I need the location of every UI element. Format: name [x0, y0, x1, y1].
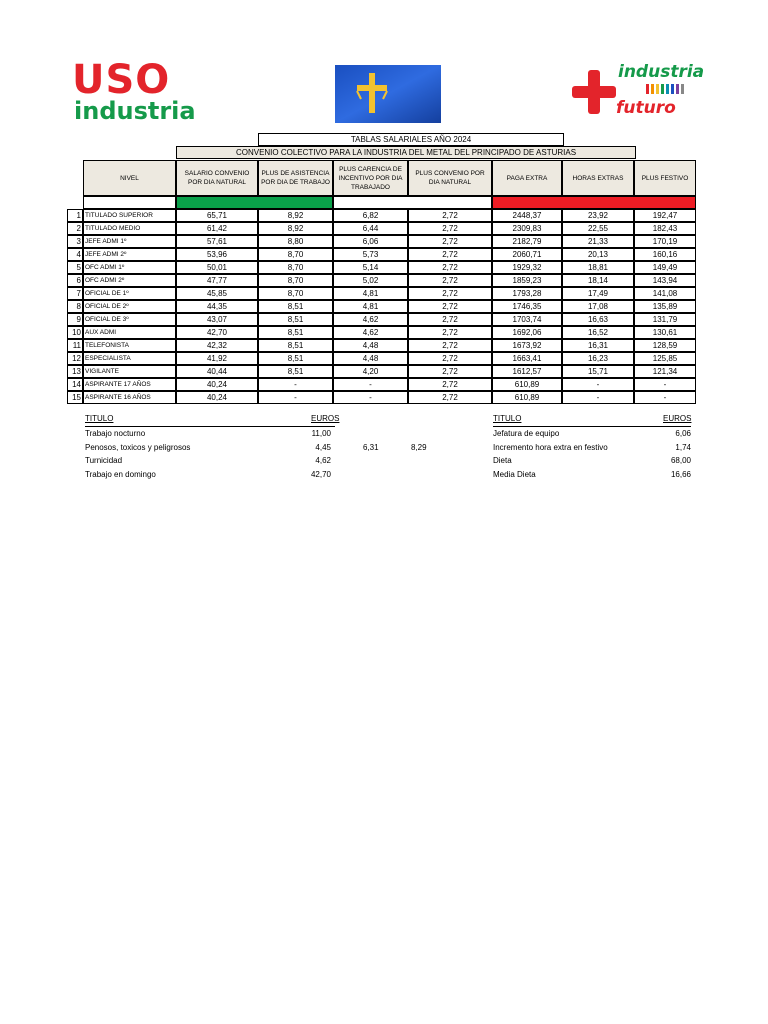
extras-item-value: 68,00 — [670, 456, 691, 465]
extras-item-value: 4,45 — [315, 442, 331, 452]
table-cell: 2,72 — [408, 326, 492, 339]
table-cell: 1746,35 — [492, 300, 562, 313]
column-header: NIVEL — [83, 160, 176, 196]
table-cell: 2,72 — [408, 352, 492, 365]
table-cell: 53,96 — [176, 248, 258, 261]
table-cell: 15,71 — [562, 365, 634, 378]
table-cell: 11 — [67, 339, 83, 352]
table-cell: 1612,57 — [492, 365, 562, 378]
table-cell: 40,24 — [176, 391, 258, 404]
table-cell: 5,02 — [333, 274, 408, 287]
industria-futuro-line1: industria — [618, 62, 705, 82]
extras-item-extra-value: 8,29 — [411, 442, 427, 452]
extras-item-label: Jefatura de equipo — [493, 429, 560, 438]
table-row — [0, 378, 768, 391]
table-cell: 2,72 — [408, 365, 492, 378]
table-cell: 40,24 — [176, 378, 258, 391]
extras-left — [85, 414, 427, 484]
table-cell: 8 — [67, 300, 83, 313]
table-cell: 61,42 — [176, 222, 258, 235]
table-cell: 8,70 — [258, 248, 333, 261]
extras-right — [493, 414, 693, 484]
table-cell: OFICIAL DE 2º — [83, 300, 176, 313]
table-cell: 8,51 — [258, 326, 333, 339]
salary-table — [0, 0, 768, 420]
column-header: PLUS CARENCIA DE INCENTIVO POR DIA TRABAJADO — [333, 160, 408, 196]
extras-right-item — [493, 468, 693, 481]
table-cell: 7 — [67, 287, 83, 300]
table-cell: 18,81 — [562, 261, 634, 274]
table-cell: 22,55 — [562, 222, 634, 235]
extras-right-item — [493, 454, 693, 467]
table-cell: OFICIAL DE 3º — [83, 313, 176, 326]
extras-item-value: 1,74 — [675, 442, 691, 452]
table-cell: 2,72 — [408, 300, 492, 313]
table-cell: 50,01 — [176, 261, 258, 274]
table-cell: 20,13 — [562, 248, 634, 261]
table-cell: 8,70 — [258, 261, 333, 274]
table-cell: 170,19 — [634, 235, 696, 248]
color-band — [176, 196, 333, 209]
table-cell: 6 — [67, 274, 83, 287]
table-cell: 16,52 — [562, 326, 634, 339]
table-cell: ESPECIALISTA — [83, 352, 176, 365]
table-cell: 5,14 — [333, 261, 408, 274]
table-cell: - — [634, 391, 696, 404]
extras-item-value: 16,66 — [670, 469, 691, 479]
extras-item-value: 6,06 — [675, 429, 691, 438]
table-cell: 43,07 — [176, 313, 258, 326]
table-cell: 16,31 — [562, 339, 634, 352]
table-cell: 125,85 — [634, 352, 696, 365]
table-cell: 182,43 — [634, 222, 696, 235]
table-cell: ASPIRANTE 16 AÑOS — [83, 391, 176, 404]
table-cell: 2,72 — [408, 339, 492, 352]
table-cell: 2,72 — [408, 378, 492, 391]
table-cell: 143,94 — [634, 274, 696, 287]
extras-item-label: Incremento hora extra en festivo — [493, 442, 608, 452]
industria-futuro-line2: futuro — [616, 98, 676, 118]
color-band — [492, 196, 696, 209]
extras-item-value: 11,00 — [311, 429, 331, 438]
table-cell: 2,72 — [408, 313, 492, 326]
table-cell: 4,81 — [333, 300, 408, 313]
table-cell: 2,72 — [408, 235, 492, 248]
table-cell: - — [258, 378, 333, 391]
table-cell: 8,70 — [258, 274, 333, 287]
table-cell: 13 — [67, 365, 83, 378]
table-cell: ASPIRANTE 17 AÑOS — [83, 378, 176, 391]
extras-item-label: Penosos, toxicos y peligrosos — [85, 442, 191, 452]
table-cell: 1692,06 — [492, 326, 562, 339]
extras-item-label: Trabajo nocturno — [85, 429, 146, 438]
extras-item-extra-value: 6,31 — [363, 442, 379, 452]
table-cell: 15 — [67, 391, 83, 404]
table-cell: 42,70 — [176, 326, 258, 339]
table-row — [0, 313, 768, 326]
extras-right-title-header: TITULO — [493, 414, 522, 423]
column-header: PAGA EXTRA — [492, 160, 562, 196]
table-cell: 8,92 — [258, 222, 333, 235]
table-cell: - — [562, 378, 634, 391]
blank-band — [333, 196, 492, 209]
table-cell: 18,14 — [562, 274, 634, 287]
table-cell: - — [258, 391, 333, 404]
table-cell: 2448,37 — [492, 209, 562, 222]
table-row — [0, 339, 768, 352]
table-cell: 160,16 — [634, 248, 696, 261]
table-row — [0, 209, 768, 222]
extras-left-item — [85, 468, 435, 481]
table-cell: TELEFONISTA — [83, 339, 176, 352]
table-cell: JEFE ADMI 1º — [83, 235, 176, 248]
table-cell: 17,08 — [562, 300, 634, 313]
table-cell: 2182,79 — [492, 235, 562, 248]
table-row — [0, 391, 768, 404]
table-row — [0, 300, 768, 313]
table-row — [0, 235, 768, 248]
table-cell: 1859,23 — [492, 274, 562, 287]
table-cell: VIGILANTE — [83, 365, 176, 378]
table-cell: 4,48 — [333, 339, 408, 352]
table-row — [0, 248, 768, 261]
table-cell: 2,72 — [408, 287, 492, 300]
table-color-row — [0, 196, 768, 209]
extras-right-list — [493, 426, 693, 486]
table-cell: TITULADO MEDIO — [83, 222, 176, 235]
table-cell: 40,44 — [176, 365, 258, 378]
table-cell: 8,51 — [258, 352, 333, 365]
table-cell: - — [562, 391, 634, 404]
table-cell: 192,47 — [634, 209, 696, 222]
table-cell: 4,62 — [333, 326, 408, 339]
table-cell: 4,62 — [333, 313, 408, 326]
table-cell: 14 — [67, 378, 83, 391]
table-cell: AUX ADMI — [83, 326, 176, 339]
table-cell: 8,51 — [258, 365, 333, 378]
table-cell: 610,89 — [492, 378, 562, 391]
extras-left-item — [85, 427, 435, 440]
table-cell: - — [634, 378, 696, 391]
table-cell: 5 — [67, 261, 83, 274]
table-cell: 6,44 — [333, 222, 408, 235]
table-cell: - — [333, 391, 408, 404]
table-cell: 12 — [67, 352, 83, 365]
table-cell: 44,35 — [176, 300, 258, 313]
table-cell: 5,73 — [333, 248, 408, 261]
table-cell: 4,20 — [333, 365, 408, 378]
table-row — [0, 365, 768, 378]
extras-left-title-header: TITULO — [85, 414, 114, 423]
table-cell: 8,51 — [258, 313, 333, 326]
table-cell: 1703,74 — [492, 313, 562, 326]
table-cell: 130,61 — [634, 326, 696, 339]
table-row — [0, 352, 768, 365]
table-cell: 610,89 — [492, 391, 562, 404]
table-cell: 16,63 — [562, 313, 634, 326]
table-cell: 135,89 — [634, 300, 696, 313]
table-cell: 47,77 — [176, 274, 258, 287]
column-header: PLUS CONVENIO POR DIA NATURAL — [408, 160, 492, 196]
table-cell: 1929,32 — [492, 261, 562, 274]
table-cell: 2,72 — [408, 248, 492, 261]
extras-right-item — [493, 441, 693, 454]
table-cell: 128,59 — [634, 339, 696, 352]
extras-left-euros-header: EUROS — [311, 414, 340, 423]
table-cell: 21,33 — [562, 235, 634, 248]
uso-logo-text: USO — [72, 57, 171, 103]
extras-item-value: 4,62 — [315, 456, 331, 465]
table-cell: 8,51 — [258, 300, 333, 313]
table-cell: 1 — [67, 209, 83, 222]
table-cell: 57,61 — [176, 235, 258, 248]
column-header: SALARIO CONVENIO POR DIA NATURAL — [176, 160, 258, 196]
blank-band — [83, 196, 176, 209]
table-cell: 2,72 — [408, 209, 492, 222]
table-cell: 2309,83 — [492, 222, 562, 235]
table-row — [0, 287, 768, 300]
extras-left-list — [85, 426, 435, 486]
table-cell: 8,80 — [258, 235, 333, 248]
table-cell: 2,72 — [408, 261, 492, 274]
table-cell: 6,06 — [333, 235, 408, 248]
table-body — [0, 209, 768, 409]
table-cell: 8,92 — [258, 209, 333, 222]
table-cell: 2060,71 — [492, 248, 562, 261]
table-subtitle: CONVENIO COLECTIVO PARA LA INDUSTRIA DEL METAL DEL PRINCIPADO DE ASTURIAS — [176, 146, 636, 159]
table-cell: - — [333, 378, 408, 391]
extras-item-label: Dieta — [493, 456, 512, 465]
table-title: TABLAS SALARIALES AÑO 2024 — [258, 133, 564, 146]
table-cell: 42,32 — [176, 339, 258, 352]
extras-item-label: Turnicidad — [85, 456, 123, 465]
table-cell: 8,51 — [258, 339, 333, 352]
extras-left-item — [85, 441, 435, 454]
table-cell: 149,49 — [634, 261, 696, 274]
uso-logo-subtext: industria — [74, 97, 196, 125]
column-header: PLUS DE ASISTENCIA POR DIA DE TRABAJO — [258, 160, 333, 196]
table-cell: 2,72 — [408, 391, 492, 404]
table-cell: 41,92 — [176, 352, 258, 365]
table-cell: 4,81 — [333, 287, 408, 300]
table-row — [0, 261, 768, 274]
table-cell: 65,71 — [176, 209, 258, 222]
table-cell: 3 — [67, 235, 83, 248]
extras-item-label: Trabajo en domingo — [85, 469, 156, 479]
table-cell: 4,48 — [333, 352, 408, 365]
column-header: HORAS EXTRAS — [562, 160, 634, 196]
table-cell: OFICIAL DE 1º — [83, 287, 176, 300]
table-cell: 141,08 — [634, 287, 696, 300]
table-cell: 131,79 — [634, 313, 696, 326]
table-cell: 1793,28 — [492, 287, 562, 300]
table-cell: 10 — [67, 326, 83, 339]
extras-left-item — [85, 454, 435, 467]
table-cell: 4 — [67, 248, 83, 261]
table-row — [0, 326, 768, 339]
table-cell: 23,92 — [562, 209, 634, 222]
table-cell: 9 — [67, 313, 83, 326]
table-cell: 121,34 — [634, 365, 696, 378]
table-cell: TITULADO SUPERIOR — [83, 209, 176, 222]
table-cell: 1663,41 — [492, 352, 562, 365]
table-cell: 8,70 — [258, 287, 333, 300]
table-cell: OFC ADMI 1º — [83, 261, 176, 274]
table-cell: 2 — [67, 222, 83, 235]
extras-item-label: Media Dieta — [493, 469, 536, 479]
table-cell: 1673,92 — [492, 339, 562, 352]
table-cell: JEFE ADMI 2º — [83, 248, 176, 261]
table-cell: OFC ADMI 2º — [83, 274, 176, 287]
table-cell: 2,72 — [408, 222, 492, 235]
extras-right-euros-header: EUROS — [663, 414, 692, 423]
extras-right-item — [493, 427, 693, 440]
table-cell: 2,72 — [408, 274, 492, 287]
extras-item-value: 42,70 — [310, 469, 331, 479]
table-cell: 45,85 — [176, 287, 258, 300]
table-cell: 6,82 — [333, 209, 408, 222]
table-header-row — [0, 160, 768, 196]
table-row — [0, 222, 768, 235]
column-header: PLUS FESTIVO — [634, 160, 696, 196]
table-row — [0, 274, 768, 287]
table-cell: 16,23 — [562, 352, 634, 365]
table-cell: 17,49 — [562, 287, 634, 300]
